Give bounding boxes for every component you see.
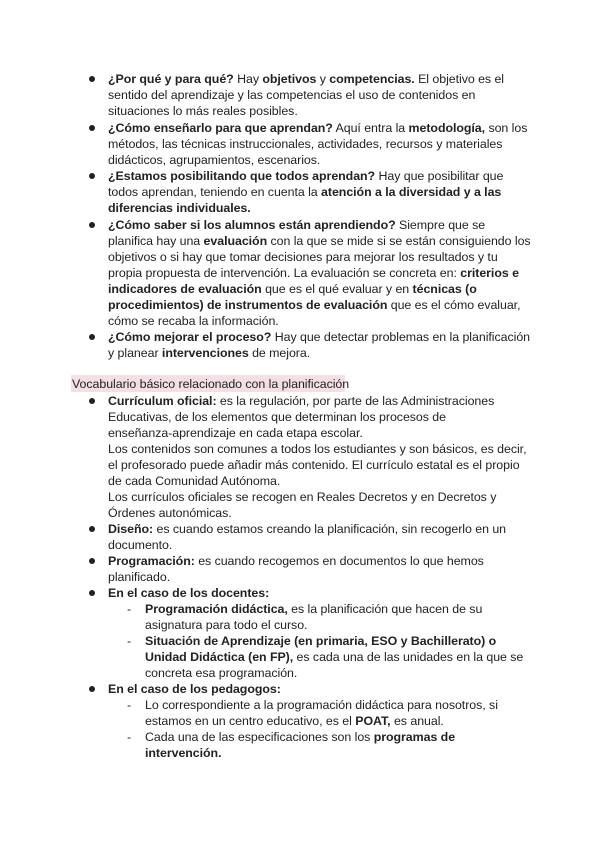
bullet-all-line3: diferencias individuales. [108, 201, 251, 215]
bullet-dot [89, 590, 95, 596]
dash-marker: - [127, 634, 132, 648]
bullet-eval-line5: indicadores de evaluación que es el qué evaluar y en técnicas (o [108, 282, 477, 296]
pedagogos-sub1-line1: Lo correspondiente a la programación didáctica para nosotros, si [145, 698, 498, 712]
curriculum-line3: enseñanza-aprendizaje en cada etapa escolar. [108, 426, 363, 440]
diseno-line2: documento. [108, 538, 173, 552]
curriculum-line8: Órdenes autonómicas. [108, 506, 232, 520]
docentes-sub1-line1: Programación didáctica, es la planificación que hacen de su [145, 602, 483, 616]
bullet-improve-line2: y planear intervenciones de mejora. [108, 346, 311, 360]
pedagogos-heading: En el caso de los pedagogos: [108, 682, 281, 696]
bullet-improve-line1: ¿Cómo mejorar el proceso? Hay que detectar problemas en la planificación [108, 330, 531, 344]
pedagogos-sub2-line1: Cada una de las especificaciones son los programas de [145, 730, 456, 744]
dash-marker: - [127, 730, 132, 744]
curriculum-line4: Los contenidos son comunes a todos los estudiantes y son básicos, es decir, [108, 442, 527, 456]
bullet-eval-line1: ¿Cómo saber si los alumnos están aprendiendo? Siempre que se [108, 218, 486, 232]
docentes-sub2-line2: Unidad Didáctica (en FP), es cada una de las unidades en la que se [145, 650, 524, 664]
bullet-why-line2: sentido del aprendizaje y las competencias el uso de contenidos en [108, 88, 476, 102]
bullet-eval-line3: objetivos o si hay que tomar decisiones para mejorar los resultados y tu [108, 250, 498, 264]
bullet-how-line3: didácticos, agrupamientos, escenarios. [108, 153, 321, 167]
docentes-sub2-line3: concreta esa programación. [145, 666, 298, 680]
bullet-all-line1: ¿Estamos posibilitando que todos aprendan? Hay que posibilitar que [108, 169, 504, 183]
bullet-dot [89, 686, 95, 692]
bullet-eval-line4: propia propuesta de intervención. La evaluación se concreta en: criterios e [108, 266, 519, 280]
bullet-dot [89, 125, 95, 131]
bullet-how-line1: ¿Cómo enseñarlo para que aprendan? Aquí entra la metodología, son los [108, 121, 528, 135]
pedagogos-sub1-line2: estamos en un centro educativo, es el POAT, es anual. [145, 714, 444, 728]
bullet-eval-line2: planifica hay una evaluación con la que se mide si se están consiguiendo los [108, 234, 531, 248]
bullet-dot [89, 398, 95, 404]
bullet-dot [89, 558, 95, 564]
bullet-dot [89, 526, 95, 532]
curriculum-line6: de cada Comunidad Autónoma. [108, 474, 281, 488]
programacion-line2: planificado. [108, 570, 171, 584]
docentes-heading: En el caso de los docentes: [108, 586, 270, 600]
bullet-dot [89, 76, 95, 82]
bullet-why-line3: situaciones lo más reales posibles. [108, 104, 298, 118]
curriculum-line5: el profesorado puede añadir más contenido. El currículo estatal es el propio [108, 458, 520, 472]
bullet-dot [89, 334, 95, 340]
curriculum-line2: Educativas, de los elementos que determinan los procesos de [108, 410, 446, 424]
curriculum-line7: Los currículos oficiales se recogen en Reales Decretos y en Decretos y [108, 490, 497, 504]
bullet-dot [89, 222, 95, 228]
dash-marker: - [127, 698, 132, 712]
bullet-dot [89, 173, 95, 179]
bullet-why-line1: ¿Por qué y para qué? Hay objetivos y competencias. El objetivo es el [108, 72, 505, 86]
pedagogos-sub2-line2: intervención. [145, 746, 222, 760]
section-heading: Vocabulario básico relacionado con la planificación [72, 377, 350, 391]
diseno-line1: Diseño: es cuando estamos creando la planificación, sin recogerlo en un [108, 522, 506, 536]
docentes-sub2-line1: Situación de Aprendizaje (en primaria, ESO y Bachillerato) o [145, 634, 497, 648]
bullet-eval-line6: procedimientos) de instrumentos de evaluación que es el cómo evaluar, [108, 298, 521, 312]
bullet-all-line2: todos aprendan, teniendo en cuenta la atención a la diversidad y a las [108, 185, 502, 199]
bullet-eval-line7: cómo se recaba la información. [108, 314, 279, 328]
dash-marker: - [127, 602, 132, 616]
programacion-line1: Programación: es cuando recogemos en documentos lo que hemos [108, 554, 484, 568]
bullet-how-line2: métodos, las técnicas instruccionales, actividades, recursos y materiales [108, 137, 503, 151]
curriculum-line1: Currículum oficial: es la regulación, por parte de las Administraciones [108, 394, 495, 408]
docentes-sub1-line2: asignatura para todo el curso. [145, 618, 308, 632]
